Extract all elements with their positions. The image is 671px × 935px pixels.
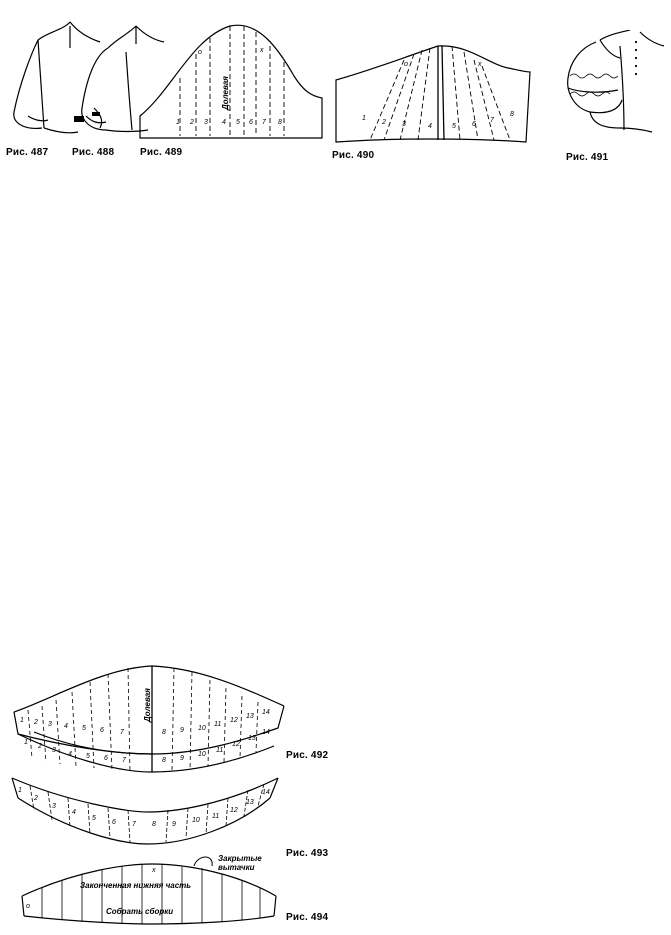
pattern-number: 4 <box>222 119 226 126</box>
segment-number: 11 <box>214 721 222 728</box>
figure-489-sleeve-pattern <box>132 18 328 140</box>
mark-o: о <box>198 49 202 56</box>
segment-number: 9 <box>172 821 176 828</box>
pattern-number: 1 <box>362 115 366 122</box>
segment-number: 10 <box>198 751 206 758</box>
label-gather: Собрать сборки <box>106 907 174 916</box>
segment-number: 12 <box>230 717 238 724</box>
figure-492-segmented-sleeve <box>4 658 286 778</box>
segment-number: 9 <box>180 755 184 762</box>
segment-number: 8 <box>162 729 166 736</box>
figure-491-puff-sleeve-drawing <box>560 30 666 142</box>
segment-number: 8 <box>162 757 166 764</box>
segment-number: 1 <box>24 739 28 746</box>
pattern-number: 8 <box>510 111 514 118</box>
pattern-number: 5 <box>452 123 456 130</box>
segment-number: 9 <box>180 727 184 734</box>
caption-492: Рис. 492 <box>286 750 329 761</box>
segment-number: 10 <box>192 817 200 824</box>
mark-x: х <box>152 867 156 874</box>
caption-493: Рис. 493 <box>286 848 329 859</box>
puff-sleeve-sketch <box>560 30 666 142</box>
segment-number: 2 <box>38 743 42 750</box>
caption-488: Рис. 488 <box>72 147 115 158</box>
sleeve-pattern-489 <box>132 18 328 140</box>
segment-number: 3 <box>52 803 56 810</box>
segment-number: 11 <box>216 747 224 754</box>
caption-490: Рис. 490 <box>332 150 375 161</box>
closed-darts-text: Закрытые вытачки <box>218 854 262 872</box>
segment-number: 13 <box>246 799 254 806</box>
pattern-number: 5 <box>236 119 240 126</box>
pattern-number: 2 <box>190 119 194 126</box>
pattern-number: 3 <box>204 119 208 126</box>
pattern-number: 3 <box>402 121 406 128</box>
segmented-pattern-492 <box>4 658 286 778</box>
segment-number: 7 <box>122 757 126 764</box>
segment-number: 3 <box>48 721 52 728</box>
label-finished-lower-part: Законченная нижняя часть <box>80 881 192 890</box>
segment-number: 1 <box>18 787 22 794</box>
figure-493-assembled-band <box>8 768 280 848</box>
pattern-number: 2 <box>382 119 386 126</box>
mark-x: х <box>478 61 482 68</box>
segment-number: 6 <box>112 819 116 826</box>
segment-number: 2 <box>34 719 38 726</box>
pattern-number: 1 <box>176 119 180 126</box>
pattern-number: 7 <box>262 119 266 126</box>
segment-number: 7 <box>132 821 136 828</box>
segment-number: 1 <box>20 717 24 724</box>
band-pattern-493 <box>8 768 280 848</box>
segment-number: 5 <box>92 815 96 822</box>
segment-number: 13 <box>246 713 254 720</box>
segment-number: 12 <box>232 741 240 748</box>
pattern-number: 6 <box>249 119 253 126</box>
segment-number: 4 <box>64 723 68 730</box>
caption-491: Рис. 491 <box>566 152 609 163</box>
pattern-number: 7 <box>490 117 494 124</box>
caption-489: Рис. 489 <box>140 147 183 158</box>
segment-number: 2 <box>34 795 38 802</box>
segment-number: 5 <box>86 753 90 760</box>
segment-number: 6 <box>100 727 104 734</box>
label-closed-darts <box>218 854 278 872</box>
segment-number: 5 <box>82 725 86 732</box>
segment-number: 11 <box>212 813 220 820</box>
pattern-number: 6 <box>472 121 476 128</box>
figure-490-spread-sleeve <box>332 40 532 144</box>
grain-label: Долевая <box>143 688 152 722</box>
segment-number: 10 <box>198 725 206 732</box>
segment-number: 14 <box>262 729 270 736</box>
caption-494: Рис. 494 <box>286 912 329 923</box>
mark-x: х <box>260 47 264 54</box>
segment-number: 14 <box>262 789 270 796</box>
segment-number: 13 <box>248 735 256 742</box>
segment-number: 14 <box>262 709 270 716</box>
segment-number: 7 <box>120 729 124 736</box>
sleeve-pattern-490 <box>332 40 532 144</box>
segment-number: 4 <box>68 751 72 758</box>
grain-label: Долевая <box>221 76 230 110</box>
mark-o: о <box>404 61 408 68</box>
caption-487: Рис. 487 <box>6 147 49 158</box>
pattern-number: 8 <box>278 119 282 126</box>
segment-number: 4 <box>72 809 76 816</box>
segment-number: 12 <box>230 807 238 814</box>
pattern-number: 4 <box>428 123 432 130</box>
segment-number: 3 <box>52 747 56 754</box>
mark-o: о <box>26 903 30 910</box>
segment-number: 6 <box>104 755 108 762</box>
segment-number: 8 <box>152 821 156 828</box>
